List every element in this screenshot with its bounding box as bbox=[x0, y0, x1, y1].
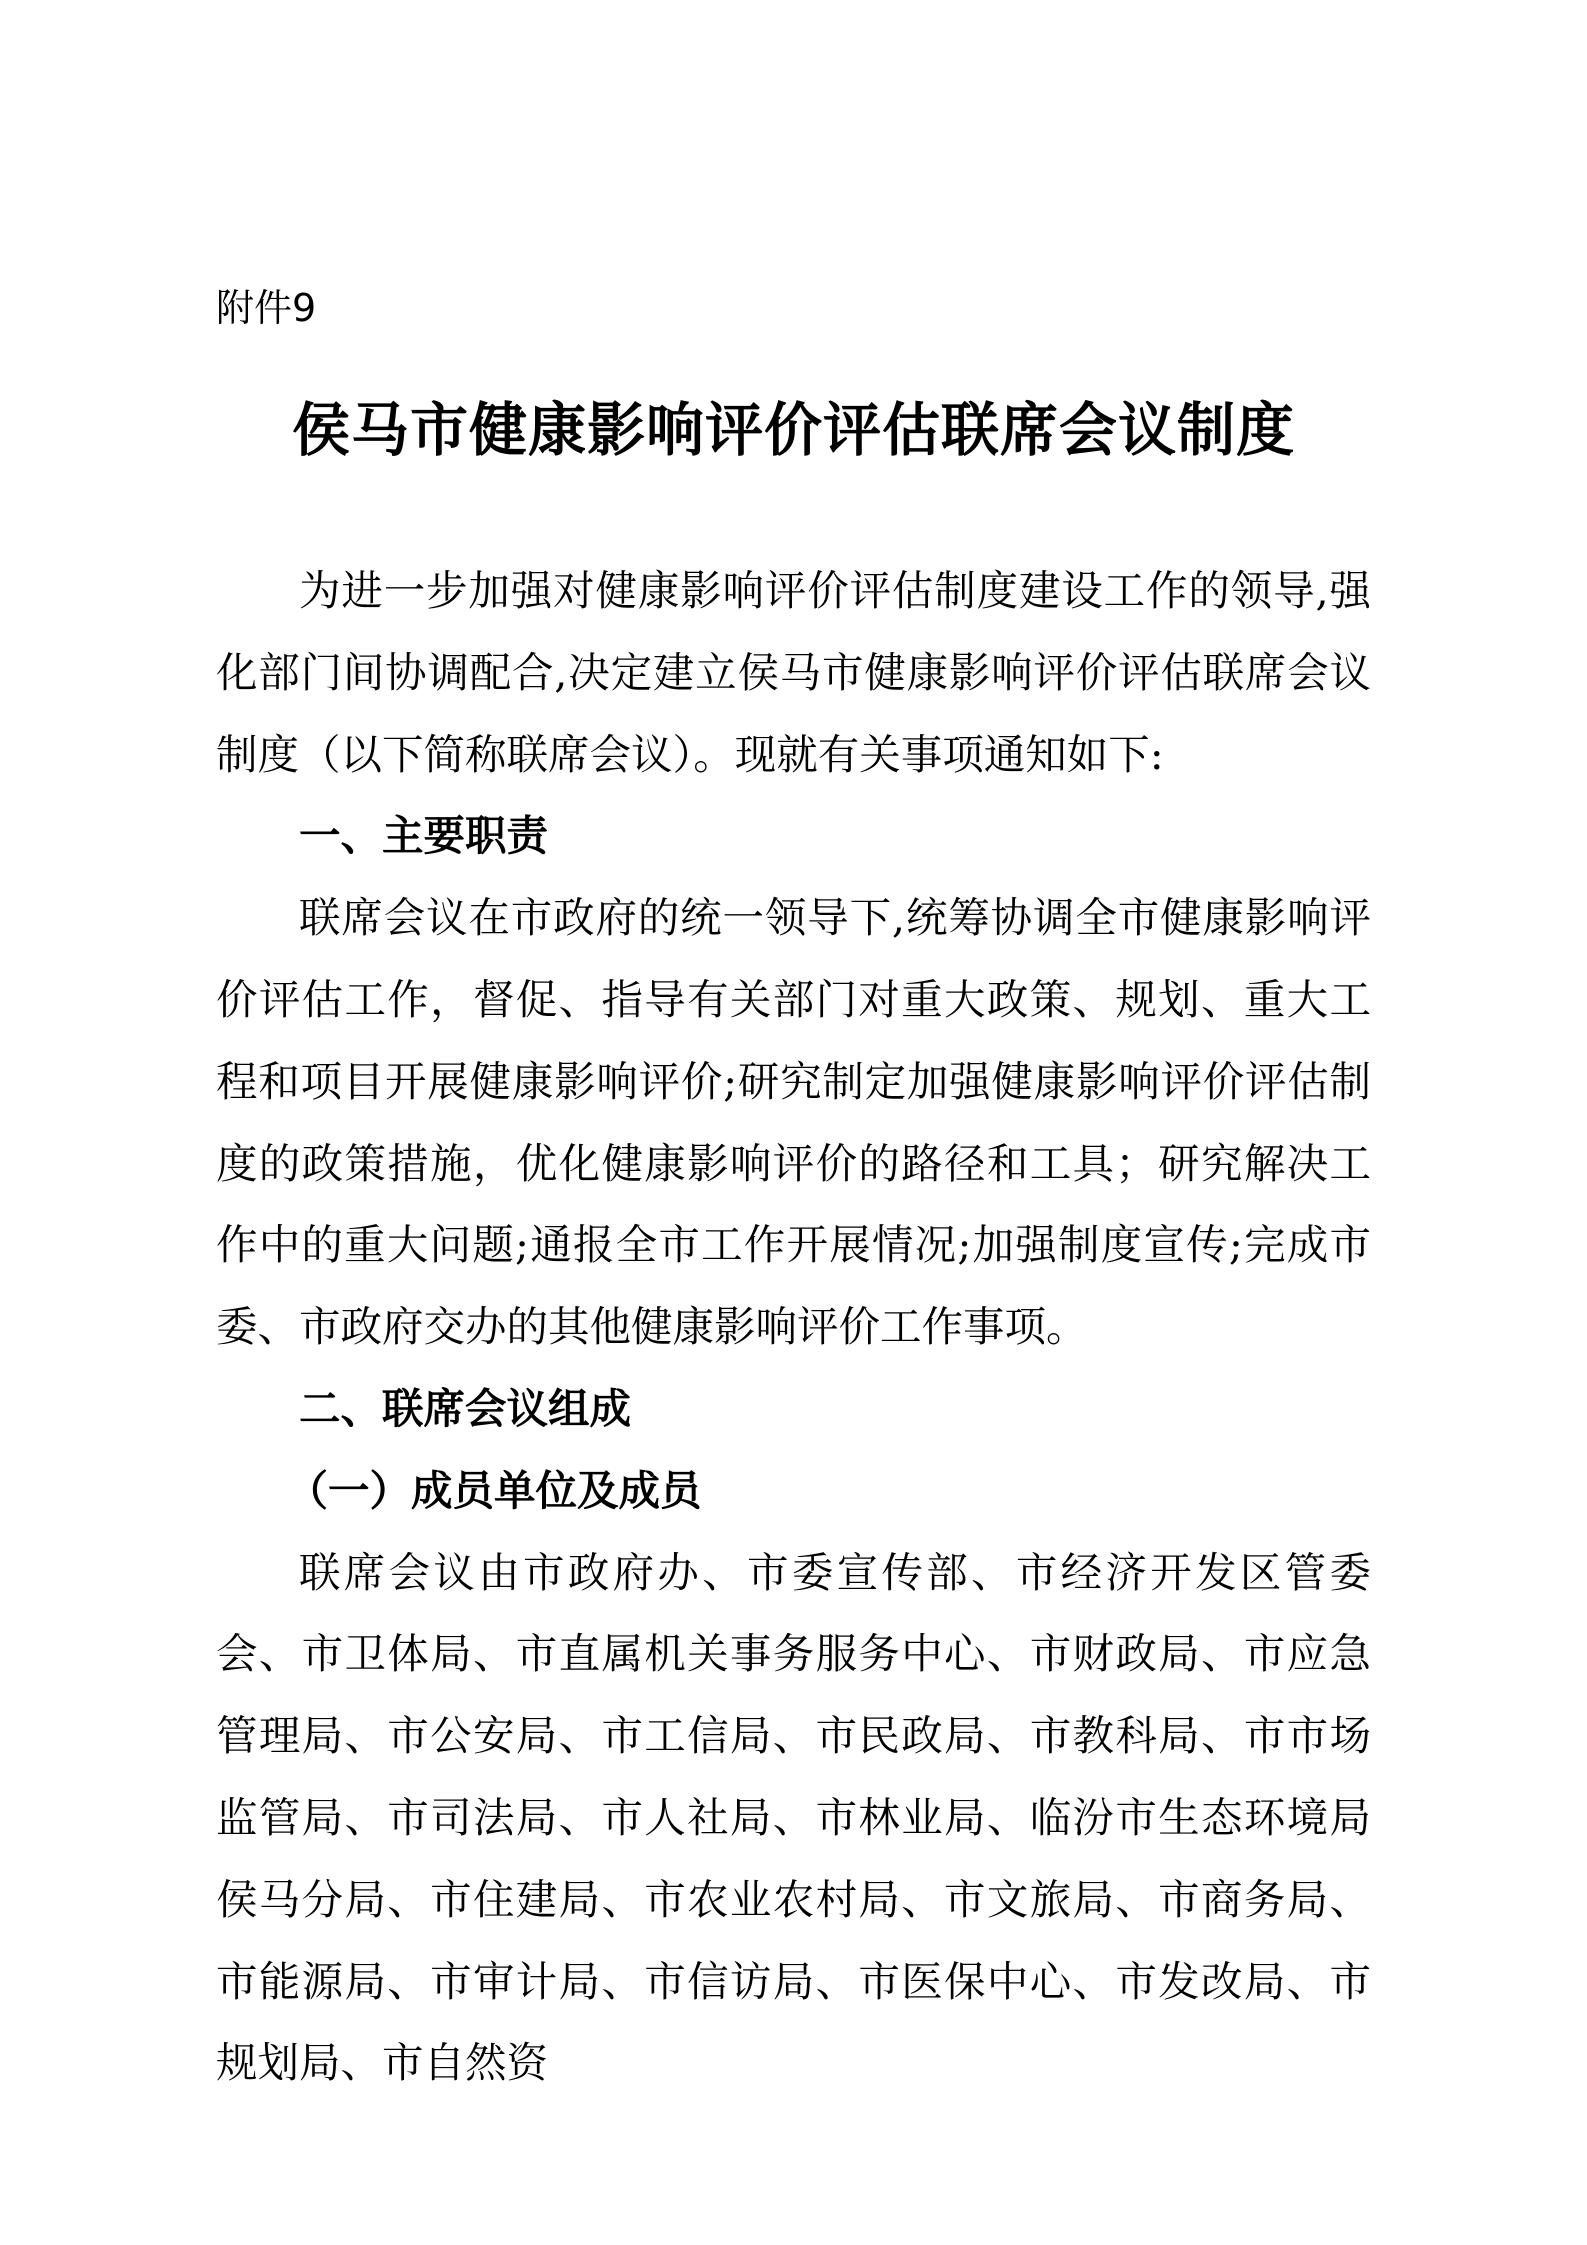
annex-label: 附件9 bbox=[216, 286, 317, 330]
document-body bbox=[216, 550, 1371, 2104]
duties-paragraph: 联席会议在市政府的统一领导下,统筹协调全市健康影响评价评估工作，督促、指导有关部门对重大政策、规划、重大工程和项目开展健康影响评价;研究制定加强健康影响评价评估制度的政策措施，优化健康影响评价的路径和工具；研究解决工作中的重大问题;通报全市工作开展情况;加强制度宣传;完成市委、市政府交办的其他健康影响评价工作事项。 bbox=[216, 893, 1371, 1352]
section-heading-composition: 二、联席会议组成 bbox=[299, 1383, 632, 1433]
section-heading-duties: 一、主要职责 bbox=[299, 811, 549, 861]
document-title: 侯马市健康影响评价评估联席会议制度 bbox=[291, 396, 1295, 464]
intro-paragraph: 为进一步加强对健康影响评价评估制度建设工作的领导,强化部门间协调配合,决定建立侯马市健康影响评价评估联席会议制度（以下简称联席会议）。现就有关事项通知如下: bbox=[216, 566, 1371, 779]
subsection-heading-members: （一）成员单位及成员 bbox=[286, 1465, 702, 1515]
members-paragraph: 联席会议由市政府办、市委宣传部、市经济开发区管委会、市卫体局、市直属机关事务服务中心、市财政局、市应急管理局、市公安局、市工信局、市民政局、市教科局、市市场监管局、市司法局、市人社局、市林业局、临汾市生态环境局侯马分局、市住建局、市农业农村局、市文旅局、市商务局、市能源局、市审计局、市信访局、市医保中心、市发改局、市规划局、市自然资 bbox=[216, 1547, 1371, 2088]
